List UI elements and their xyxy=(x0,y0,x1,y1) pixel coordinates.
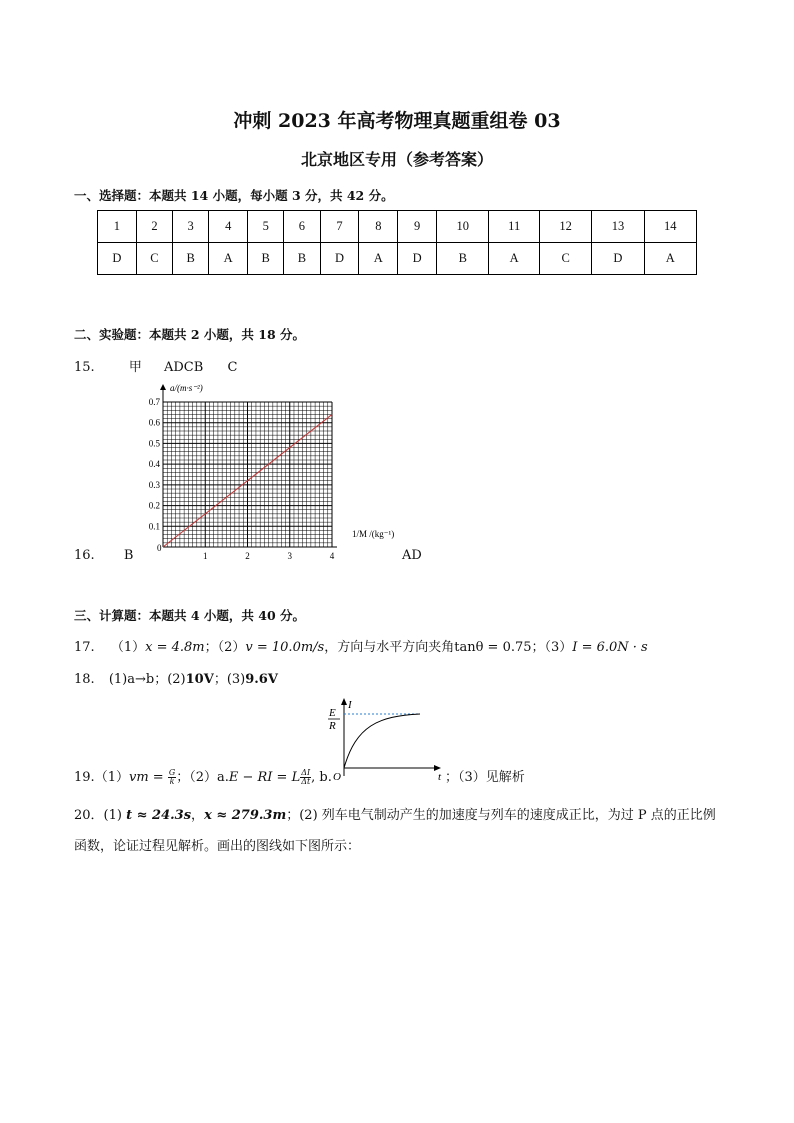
answer-cell: A xyxy=(644,243,696,275)
q20-line-1 xyxy=(74,804,716,823)
q17-x: x = 4.8m xyxy=(145,640,205,655)
asymptote-numerator: E xyxy=(329,707,336,719)
q19-answer xyxy=(74,766,332,786)
y-tick-label: 0.1 xyxy=(148,521,160,532)
asymptote-denominator: R xyxy=(329,720,336,732)
q17-answer xyxy=(74,636,648,655)
q15-answer xyxy=(74,356,237,375)
q20-time: t ≈ 24.3s xyxy=(126,808,192,823)
answer-cell: D xyxy=(320,243,359,275)
q15-answer-2: ADCB xyxy=(163,360,204,375)
answer-cell: B xyxy=(284,243,320,275)
question-number-cell: 11 xyxy=(489,211,540,243)
question-number-cell: 3 xyxy=(173,211,209,243)
q19-vm-fraction xyxy=(168,769,176,786)
q19-vm-numerator: G xyxy=(168,768,176,777)
answer-cell: A xyxy=(209,243,248,275)
question-number-cell: 4 xyxy=(209,211,248,243)
q17-tan: tanθ = 0.75 xyxy=(454,640,532,655)
y-axis-arrow-icon xyxy=(341,698,347,705)
answer-table xyxy=(97,210,697,275)
q18-text-2: ；(3) xyxy=(213,672,246,687)
q18-answer xyxy=(74,668,278,687)
answer-cell: B xyxy=(173,243,209,275)
q19-eq-numerator: ΔI xyxy=(301,768,311,777)
q19-vm-denominator: k xyxy=(169,777,175,786)
q20-line-2: 函数，论证过程见解析。画出的图线如下图所示： xyxy=(74,839,361,854)
question-number-cell: 7 xyxy=(320,211,359,243)
q16-answer-2: AD xyxy=(402,548,422,563)
section3-heading: 三、计算题：本题共 4 小题，共 40 分。 xyxy=(74,608,306,623)
y-axis-arrow-icon xyxy=(160,384,166,390)
q19-part3: ；（3）见解析 xyxy=(445,770,525,785)
q16-answer xyxy=(74,548,133,563)
question-number-cell: 9 xyxy=(398,211,437,243)
current-time-graph xyxy=(320,696,450,786)
chart-origin: 0 xyxy=(157,543,162,553)
q18-number: 18. xyxy=(74,672,95,687)
q17-part1-label: （1） xyxy=(110,640,146,655)
x-tick-label: 1 xyxy=(203,551,208,561)
q18-value-2: 9.6V xyxy=(245,672,278,687)
answer-cell: B xyxy=(248,243,284,275)
table-row-answers xyxy=(98,243,697,275)
y-tick-label: 0.7 xyxy=(148,397,160,407)
question-number-cell: 6 xyxy=(284,211,320,243)
question-number-cell: 2 xyxy=(136,211,172,243)
question-number-cell: 10 xyxy=(437,211,489,243)
x-tick-label: 2 xyxy=(245,551,250,561)
q20-comma: ， xyxy=(191,808,205,823)
answer-cell: C xyxy=(136,243,172,275)
q17-part3-label: ；（3） xyxy=(531,640,573,655)
question-number-cell: 1 xyxy=(98,211,137,243)
q19-part1-label: （1） xyxy=(94,770,129,785)
question-number-cell: 13 xyxy=(592,211,644,243)
q17-v: v = 10.0m/s xyxy=(245,640,325,655)
q15-number: 15. xyxy=(74,360,95,375)
graph-y-label: I xyxy=(348,699,352,711)
section2-heading: 二、实验题：本题共 2 小题，共 18 分。 xyxy=(74,327,306,342)
q16-answer-1: B xyxy=(123,548,134,563)
q20-line1-rest: ；(2) 列车电气制动产生的加速度与列车的速度成正比，为过 P 点的正比例 xyxy=(286,808,716,823)
chart-grid xyxy=(163,402,332,547)
question-number-cell: 12 xyxy=(539,211,591,243)
q17-number: 17. xyxy=(74,640,95,655)
q18-text-1: (1)a→b；(2) xyxy=(108,672,186,687)
current-curve xyxy=(344,714,420,768)
q17-impulse: I = 6.0N · s xyxy=(572,640,648,655)
x-tick-label: 4 xyxy=(329,551,335,561)
acceleration-graph xyxy=(130,380,400,565)
question-number-cell: 5 xyxy=(248,211,284,243)
answer-cell: B xyxy=(437,243,489,275)
q19-eq-denominator: Δt xyxy=(301,777,311,786)
answer-cell: D xyxy=(398,243,437,275)
y-tick-label: 0.4 xyxy=(148,459,160,470)
chart-ylabel: a/(m·s⁻²) xyxy=(170,383,203,393)
table-row-numbers xyxy=(98,211,697,243)
q19-number: 19. xyxy=(74,770,95,785)
y-tick-label: 0.5 xyxy=(148,438,160,449)
q19-part2-label: ；（2）a. xyxy=(176,770,229,785)
q19-vm: vm = xyxy=(128,770,164,785)
question-number-cell: 14 xyxy=(644,211,696,243)
q19-part2b-label: , b. xyxy=(311,770,332,785)
q19-equation-fraction xyxy=(300,769,311,786)
chart-axes xyxy=(160,384,337,547)
y-tick-label: 0.3 xyxy=(148,479,160,490)
q17-angle-text: ，方向与水平方向夹角 xyxy=(324,640,455,655)
graph-origin: O xyxy=(333,771,341,783)
question-number-cell: 8 xyxy=(359,211,398,243)
answer-cell: A xyxy=(489,243,540,275)
q17-part2-label: ；（2） xyxy=(204,640,246,655)
q15-answer-3: C xyxy=(227,360,238,375)
page-title: 冲刺 2023 年高考物理真题重组卷 03 xyxy=(233,110,561,132)
answer-cell: C xyxy=(539,243,591,275)
y-tick-label: 0.2 xyxy=(148,500,160,511)
q16-number: 16. xyxy=(74,548,95,563)
q20-distance: x ≈ 279.3m xyxy=(204,808,287,823)
x-tick-label: 3 xyxy=(287,551,292,561)
graph-x-label: t xyxy=(438,771,442,783)
section1-heading: 一、选择题：本题共 14 小题，每小题 3 分，共 42 分。 xyxy=(74,188,394,203)
q15-answer-1: 甲 xyxy=(128,360,142,375)
q19-equation: E − RI = L xyxy=(228,770,301,785)
chart-xlabel: 1/M /(kg⁻¹) xyxy=(352,529,395,539)
q18-value-1: 10V xyxy=(185,672,214,687)
q20-prefix: 20．(1) xyxy=(74,808,122,823)
answer-cell: D xyxy=(592,243,644,275)
answer-cell: D xyxy=(98,243,137,275)
page-subtitle: 北京地区专用（参考答案） xyxy=(300,150,493,169)
answer-cell: A xyxy=(359,243,398,275)
y-tick-label: 0.6 xyxy=(148,417,160,428)
